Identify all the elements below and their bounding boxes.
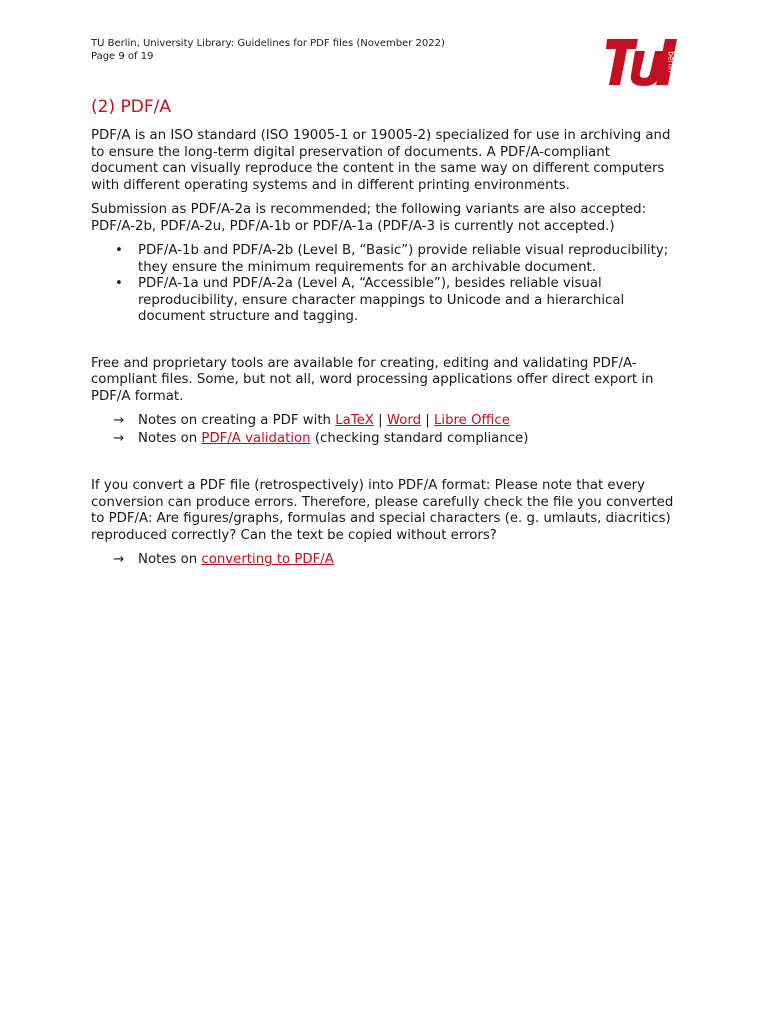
notes-list	[91, 413, 679, 447]
paragraph-conversion: If you convert a PDF file (retrospectively) into PDF/A format: Please note that every conversion can produce errors. Therefore, please carefully check the file you converted to PDF/A: Are figures/graphs, formulas and special characters (e. g. umlauts, diacritics) reproduced correctly? Can the text be copied without errors?	[91, 478, 674, 543]
pdfa-validation-link[interactable]: PDF/A validation	[201, 430, 311, 446]
list-item: • PDF/A-1a und PDF/A-2a (Level A, “Accessible”), besides reliable visual reproducibility, ensure character mappings to Unicode and a hierarchical document structure and tagging.	[91, 276, 679, 326]
word-link[interactable]: Word	[386, 413, 422, 428]
tu-berlin-logo	[606, 37, 678, 87]
logo-side-text: berlin	[666, 51, 676, 73]
notes-list-conversion	[91, 552, 679, 569]
spacer	[91, 448, 679, 478]
page-header	[91, 37, 445, 63]
notes-item-creating	[91, 413, 679, 430]
notes-suffix: (checking standard compliance)	[310, 430, 529, 446]
arrow-right-icon: →	[113, 430, 125, 446]
header-title: TU Berlin, University Library: Guidelines for PDF files (November 2022)	[91, 38, 445, 49]
libre-office-link[interactable]: Libre Office	[433, 413, 510, 428]
notes-prefix: Notes on	[138, 430, 202, 446]
page-number: Page 9 of 19	[91, 51, 154, 62]
section-title: (2) PDF/A	[91, 97, 171, 117]
notes-prefix: Notes on	[138, 552, 202, 567]
separator: |	[373, 413, 387, 428]
latex-link[interactable]: LaTeX	[335, 413, 374, 428]
spacer	[91, 334, 679, 356]
main-content	[91, 96, 679, 570]
notes-item-converting	[91, 552, 679, 569]
separator: |	[421, 413, 434, 428]
variant-list	[91, 243, 679, 326]
converting-to-pdfa-link[interactable]: converting to PDF/A	[201, 552, 334, 567]
notes-prefix: Notes on creating a PDF with	[138, 413, 336, 428]
tu-berlin-logo-mark	[606, 37, 678, 87]
paragraph-submission: Submission as PDF/A-2a is recommended; the following variants are also accepted: PDF/A-2b, PDF/A-2u, PDF/A-1b or PDF/A-1a (PDF/A-3 is currently not accepted.)	[91, 202, 647, 234]
arrow-right-icon: →	[113, 552, 125, 567]
arrow-right-icon: →	[113, 413, 125, 428]
list-item: • PDF/A-1b and PDF/A-2b (Level B, “Basic”) provide reliable visual reproducibility; they ensure the minimum requirements for an archivable document.	[91, 243, 679, 276]
notes-item-validation	[91, 431, 679, 448]
paragraph-tools: Free and proprietary tools are available for creating, editing and validating PDF/A-compliant files. Some, but not all, word processing applications offer direct export in PDF/A format.	[91, 355, 654, 404]
paragraph-intro: PDF/A is an ISO standard (ISO 19005-1 or 19005-2) specialized for use in archiving and to ensure the long-term digital preservation of documents. A PDF/A-compliant document can visually reproduce the content in the same way on different computers with different operating systems and in different printing environments.	[91, 128, 671, 193]
